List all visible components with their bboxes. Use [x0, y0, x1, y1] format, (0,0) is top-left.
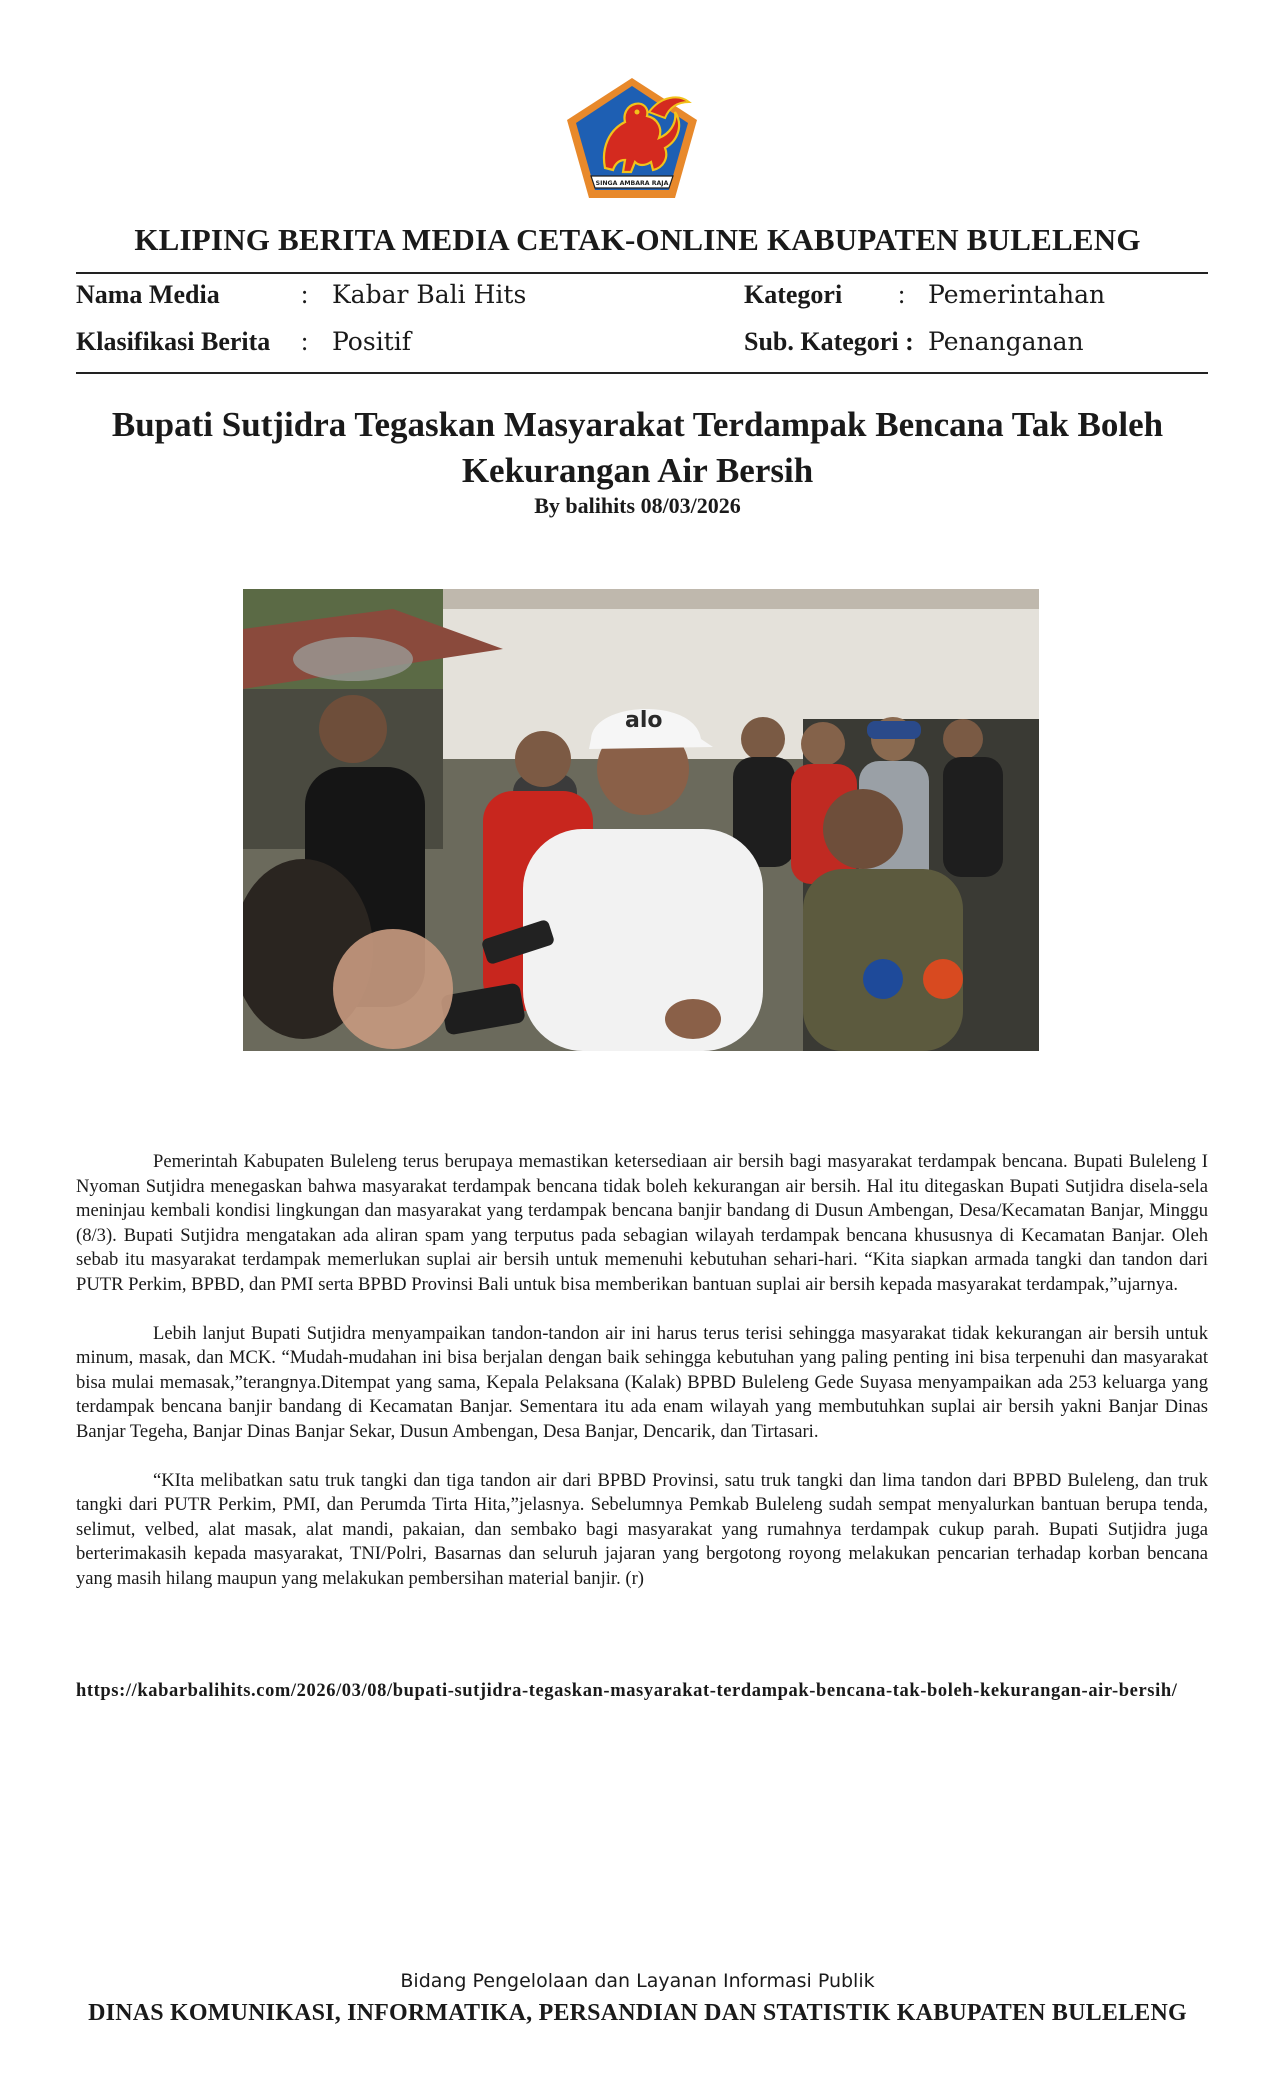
article-byline: By balihits 08/03/2026: [534, 493, 741, 518]
crowd-photo-illustration: [243, 589, 1039, 1051]
singa-ambara-raja-emblem-icon: [565, 76, 699, 200]
kategori-value: Pemerintahan: [928, 280, 1106, 309]
klasifikasi-label: Klasifikasi Berita: [76, 327, 271, 356]
nama-media-colon: :: [301, 280, 309, 309]
klasifikasi-colon: :: [301, 327, 309, 356]
kategori-colon: :: [898, 280, 906, 309]
article-body: [76, 1150, 1208, 1616]
nama-media-value: Kabar Bali Hits: [332, 280, 527, 309]
nama-media-label: Nama Media: [76, 280, 220, 309]
meta-row-classification: [76, 327, 1208, 361]
article-photo: [243, 589, 1039, 1051]
cap-logo-text: alo: [625, 708, 663, 733]
header-divider-top: [76, 272, 1208, 274]
sub-kategori-value: Penanganan: [928, 327, 1084, 356]
meta-row-media: [76, 280, 1208, 314]
header-divider-bottom: [76, 372, 1208, 374]
emblem-motto: SINGA AMBARA RAJA: [595, 180, 669, 187]
footer-agency: DINAS KOMUNIKASI, INFORMATIKA, PERSANDIAN DAN STATISTIK KABUPATEN BULELENG: [88, 2000, 1187, 2026]
klasifikasi-value: Positif: [332, 327, 411, 356]
article-paragraph: “KIta melibatkan satu truk tangki dan tiga tandon air dari BPBD Provinsi, satu truk tangki dan lima tandon dari BPBD Buleleng, dan truk tangki dari PUTR Perkim, PMI, dan Perumda Tirta Hita,”jelasnya. Sebelumnya Pemkab Buleleng sudah sempat menyalurkan bantuan berupa tenda, selimut, velbed, alat masak, alat mandi, pakaian, dan sembako bagi masyarakat yang rumahnya terdampak cukup parah. Bupati Sutjidra juga berterimakasih kepada masyarakat, TNI/Polri, Basarnas dan seluruh jajaran yang bergotong royong melakukan pencarian terhadap korban bencana yang masih hilang maupun yang melakukan pembersihan material banjir. (r): [76, 1469, 1208, 1589]
kategori-label: Kategori: [744, 280, 843, 309]
source-url[interactable]: https://kabarbalihits.com/2026/03/08/bupati-sutjidra-tegaskan-masyarakat-terdampak-bencana-tak-boleh-kekurangan-air-bersih/: [76, 1681, 1178, 1701]
sub-kategori-label: Sub. Kategori :: [744, 327, 914, 356]
article-title: Bupati Sutjidra Tegaskan Masyarakat Terdampak Bencana Tak Boleh Kekurangan Air Bersih: [111, 405, 1164, 490]
buleleng-emblem: [565, 76, 699, 200]
footer-division: Bidang Pengelolaan dan Layanan Informasi Publik: [400, 1970, 875, 1992]
article-paragraph: Pemerintah Kabupaten Buleleng terus berupaya memastikan ketersediaan air bersih bagi masyarakat terdampak bencana. Bupati Buleleng I Nyoman Sutjidra menegaskan bahwa masyarakat terdampak bencana tidak boleh kekurangan air bersih. Hal itu ditegaskan Bupati Sutjidra disela-sela meninjau kembali kondisi lingkungan dan masyarakat yang terdampak bencana banjir bandang di Dusun Ambengan, Desa/Kecamatan Banjar, Minggu (8/3). Bupati Sutjidra mengatakan ada aliran spam yang terputus pada sebagian wilayah terdampak bencana khususnya di Kecamatan Banjar. Oleh sebab itu masyarakat terdampak memerlukan suplai air bersih untuk memenuhi kebutuhan sehari-hari. “Kita siapkan armada tangki dan tandon dari PUTR Perkim, BPBD, dan PMI serta BPBD Provinsi Bali untuk bisa memberikan bantuan suplai air bersih kepada masyarakat terdampak,”ujarnya.: [76, 1151, 1208, 1295]
clipping-header-title: KLIPING BERITA MEDIA CETAK-ONLINE KABUPATEN BULELENG: [134, 222, 1141, 257]
article-paragraph: Lebih lanjut Bupati Sutjidra menyampaikan tandon-tandon air ini harus terus terisi sehingga masyarakat tidak kekurangan air bersih untuk minum, masak, dan MCK. “Mudah-mudahan ini bisa berjalan dengan baik sehingga kebutuhan yang paling penting ini bisa terpenuhi dan masyarakat bisa mulai memasak,”terangnya.Ditempat yang sama, Kepala Pelaksana (Kalak) BPBD Buleleng Gede Suyasa menyampaikan ada 253 keluarga yang terdampak bencana banjir bandang di Kecamatan Banjar. Sementara itu ada enam wilayah yang membutuhkan suplai air bersih yakni Banjar Dinas Banjar Tegeha, Banjar Dinas Banjar Sekar, Dusun Ambengan, Desa Banjar, Dencarik, dan Tirtasari.: [76, 1322, 1208, 1442]
